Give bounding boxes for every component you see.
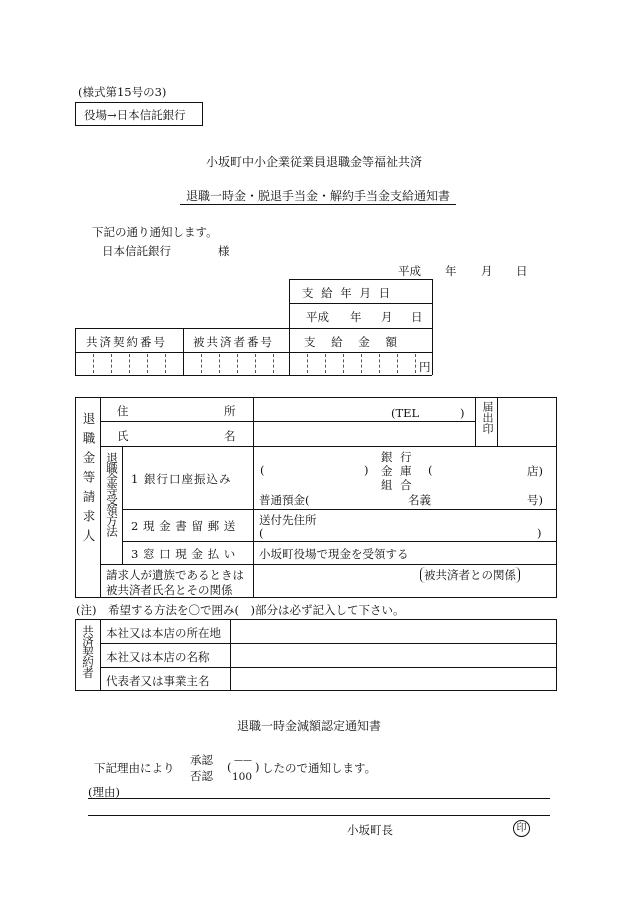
account-holder-label: 名義 [408,493,431,507]
date-era: 平成 [398,264,421,278]
doc-title-underline [180,204,456,205]
reduction-suffix: したので通知します。 [262,761,377,775]
seal-mark: 印 [513,820,530,837]
name-label-b: 名 [224,429,236,443]
reason-label: (理由) [88,785,120,799]
addressee-honorific: 様 [218,244,230,258]
receipt-method-label: 退職金等受領方法 [105,452,119,536]
employer-name-label: 本社又は本店の名称 [106,650,210,664]
savings-account-label: 普通預金( [259,493,310,507]
fraction-numerator: —— [234,756,252,766]
reason-line-1 [88,798,550,799]
branch-open: ( [428,463,433,477]
yen-label: 円 [419,360,431,374]
bank-type-kumiai: 組 合 [381,478,414,492]
addressee: 日本信託銀行 [102,244,171,258]
reason-line-2 [88,815,550,816]
employer-side-label: 共済契約者 [81,625,95,678]
branch-label: 店) [527,464,543,478]
payment-date-label: 支 給 年 月 日 [302,286,393,300]
fraction-open: ( [227,760,232,774]
method-bank-transfer: 1 銀行口座振込み [131,472,232,486]
form-number: (様式第15号の3) [78,85,167,99]
instruction-note: (注) 希望する方法を〇で囲み( )部分は必ず記入して下さい。 [76,603,405,617]
registered-seal-label: 届出印 [481,401,494,434]
reduction-prefix: 下記理由により [94,761,175,775]
routing-label: 役場→日本信託銀行 [84,108,186,122]
member-number-label: 被共済者番号 [193,335,274,349]
contract-number-label: 共済契約番号 [86,335,167,349]
mail-open: ( [259,526,264,540]
method-counter-cash: 3 窓 口 現 金 払 い [131,547,236,561]
mail-close: ) [537,526,542,540]
intro-text: 下記の通り通知します。 [92,225,218,239]
payment-date-era: 平成 [306,310,329,324]
tel-close: ) [460,406,465,420]
date-day: 日 [516,264,528,278]
payment-date-year: 年 [350,310,362,324]
payment-date-day: 日 [411,310,423,324]
tel-label: (TEL [391,406,420,420]
relationship-label: 被共済者との関係 [420,567,520,583]
heir-note-line1: 請求人が遺族であるときは [106,568,244,582]
date-month: 月 [481,264,493,278]
org-title: 小坂町中小企業従業員退職金等福祉共済 [206,155,423,169]
payment-date-month: 月 [381,310,393,324]
bank-close: ) [364,463,369,477]
fraction-denominator: 100 [232,771,253,783]
reduction-title: 退職一時金減額認定通知書 [237,719,382,733]
mayor-signature: 小坂町長 [347,823,393,837]
heir-note-line2: 被共済者氏名とその関係 [106,583,233,597]
employer-address-label: 本社又は本店の所在地 [106,626,221,640]
bank-type-bank: 銀 行 [381,450,414,464]
mail-address-label: 送付先住所 [259,513,317,527]
bank-type-kinko: 金 庫 [381,464,414,478]
address-label-b: 所 [224,404,236,418]
doc-title: 退職一時金・脱退手当金・解約手当金支給通知書 [186,189,451,203]
counter-cash-text: 小坂町役場で現金を受領する [259,547,409,561]
representative-label: 代表者又は事業主名 [106,674,210,688]
address-label-a: 住 [117,404,129,418]
fraction-close: ) [255,760,260,774]
account-number-label: 号) [527,493,543,507]
name-label-a: 氏 [117,429,129,443]
deny-option: 否認 [190,769,213,783]
approve-option: 承認 [190,753,213,767]
method-registered-mail: 2 現 金 書 留 郵 送 [131,519,236,533]
payment-amount-label: 支 給 金 額 [304,335,403,349]
claimant-side-label: 退職金等請求人 [81,412,96,549]
date-year: 年 [445,264,457,278]
bank-open: ( [260,463,265,477]
